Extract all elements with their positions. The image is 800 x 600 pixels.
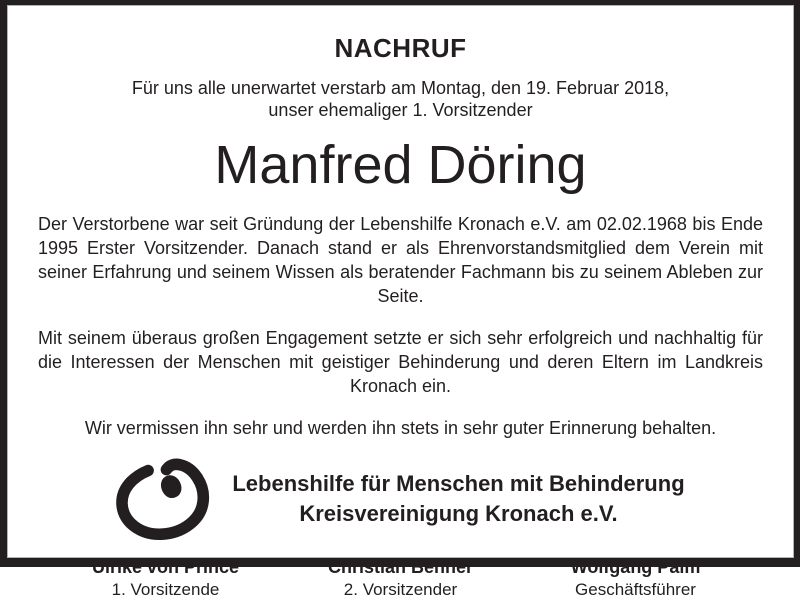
- organization-row: [30, 458, 771, 540]
- intro-line-1: Für uns alle unerwartet verstarb am Montag, den 19. Februar 2018,: [131, 78, 670, 98]
- signatures-row: [30, 556, 771, 600]
- obituary-content: [8, 6, 793, 600]
- signatory-role: 1. Vorsitzende: [111, 580, 220, 599]
- intro-text: [30, 77, 771, 121]
- signatory-3: [518, 556, 753, 600]
- signatory-name: Christian Behner: [327, 557, 474, 577]
- paragraph-remembrance: Wir vermissen ihn sehr und werden ihn stets in sehr guter Erinnerung behalten.: [84, 418, 717, 438]
- organization-name: [232, 469, 684, 529]
- notice-title: NACHRUF: [334, 33, 467, 63]
- paragraph-biography: Der Verstorbene war seit Gründung der Lebenshilfe Kronach e.V. am 02.02.1968 bis Ende 1995 Erster Vorsitzender. Danach stand er als Ehrenvorstandsmitglied dem Verein mit seiner Erfahrung und seinem Wissen als beratender Fachmann bis zu seinem Ableben zur Seite.: [38, 214, 763, 306]
- organization-line-1: Lebenshilfe für Menschen mit Behinderung: [232, 471, 685, 496]
- intro-line-2: unser ehemaliger 1. Vorsitzender: [268, 100, 533, 120]
- signatory-role: 2. Vorsitzender: [343, 580, 458, 599]
- paragraph-engagement: Mit seinem überaus großen Engagement setzte er sich sehr erfolgreich und nachhaltig für die Interessen der Menschen mit geistiger Behinderung und deren Eltern im Landkreis Kronach ein.: [38, 328, 763, 396]
- signatory-name: Ulrike von Prince: [91, 557, 240, 577]
- organization-line-2: Kreisvereinigung Kronach e.V.: [299, 501, 618, 526]
- signatory-1: [48, 556, 283, 600]
- signatory-name: Wolfgang Palm: [570, 557, 701, 577]
- obituary-inner-border: [7, 5, 794, 599]
- deceased-name: Manfred Döring: [214, 135, 587, 195]
- signatory-2: [283, 556, 518, 600]
- signatory-role: Geschäftsführer: [575, 580, 696, 599]
- lebenshilfe-logo-icon: [116, 458, 213, 540]
